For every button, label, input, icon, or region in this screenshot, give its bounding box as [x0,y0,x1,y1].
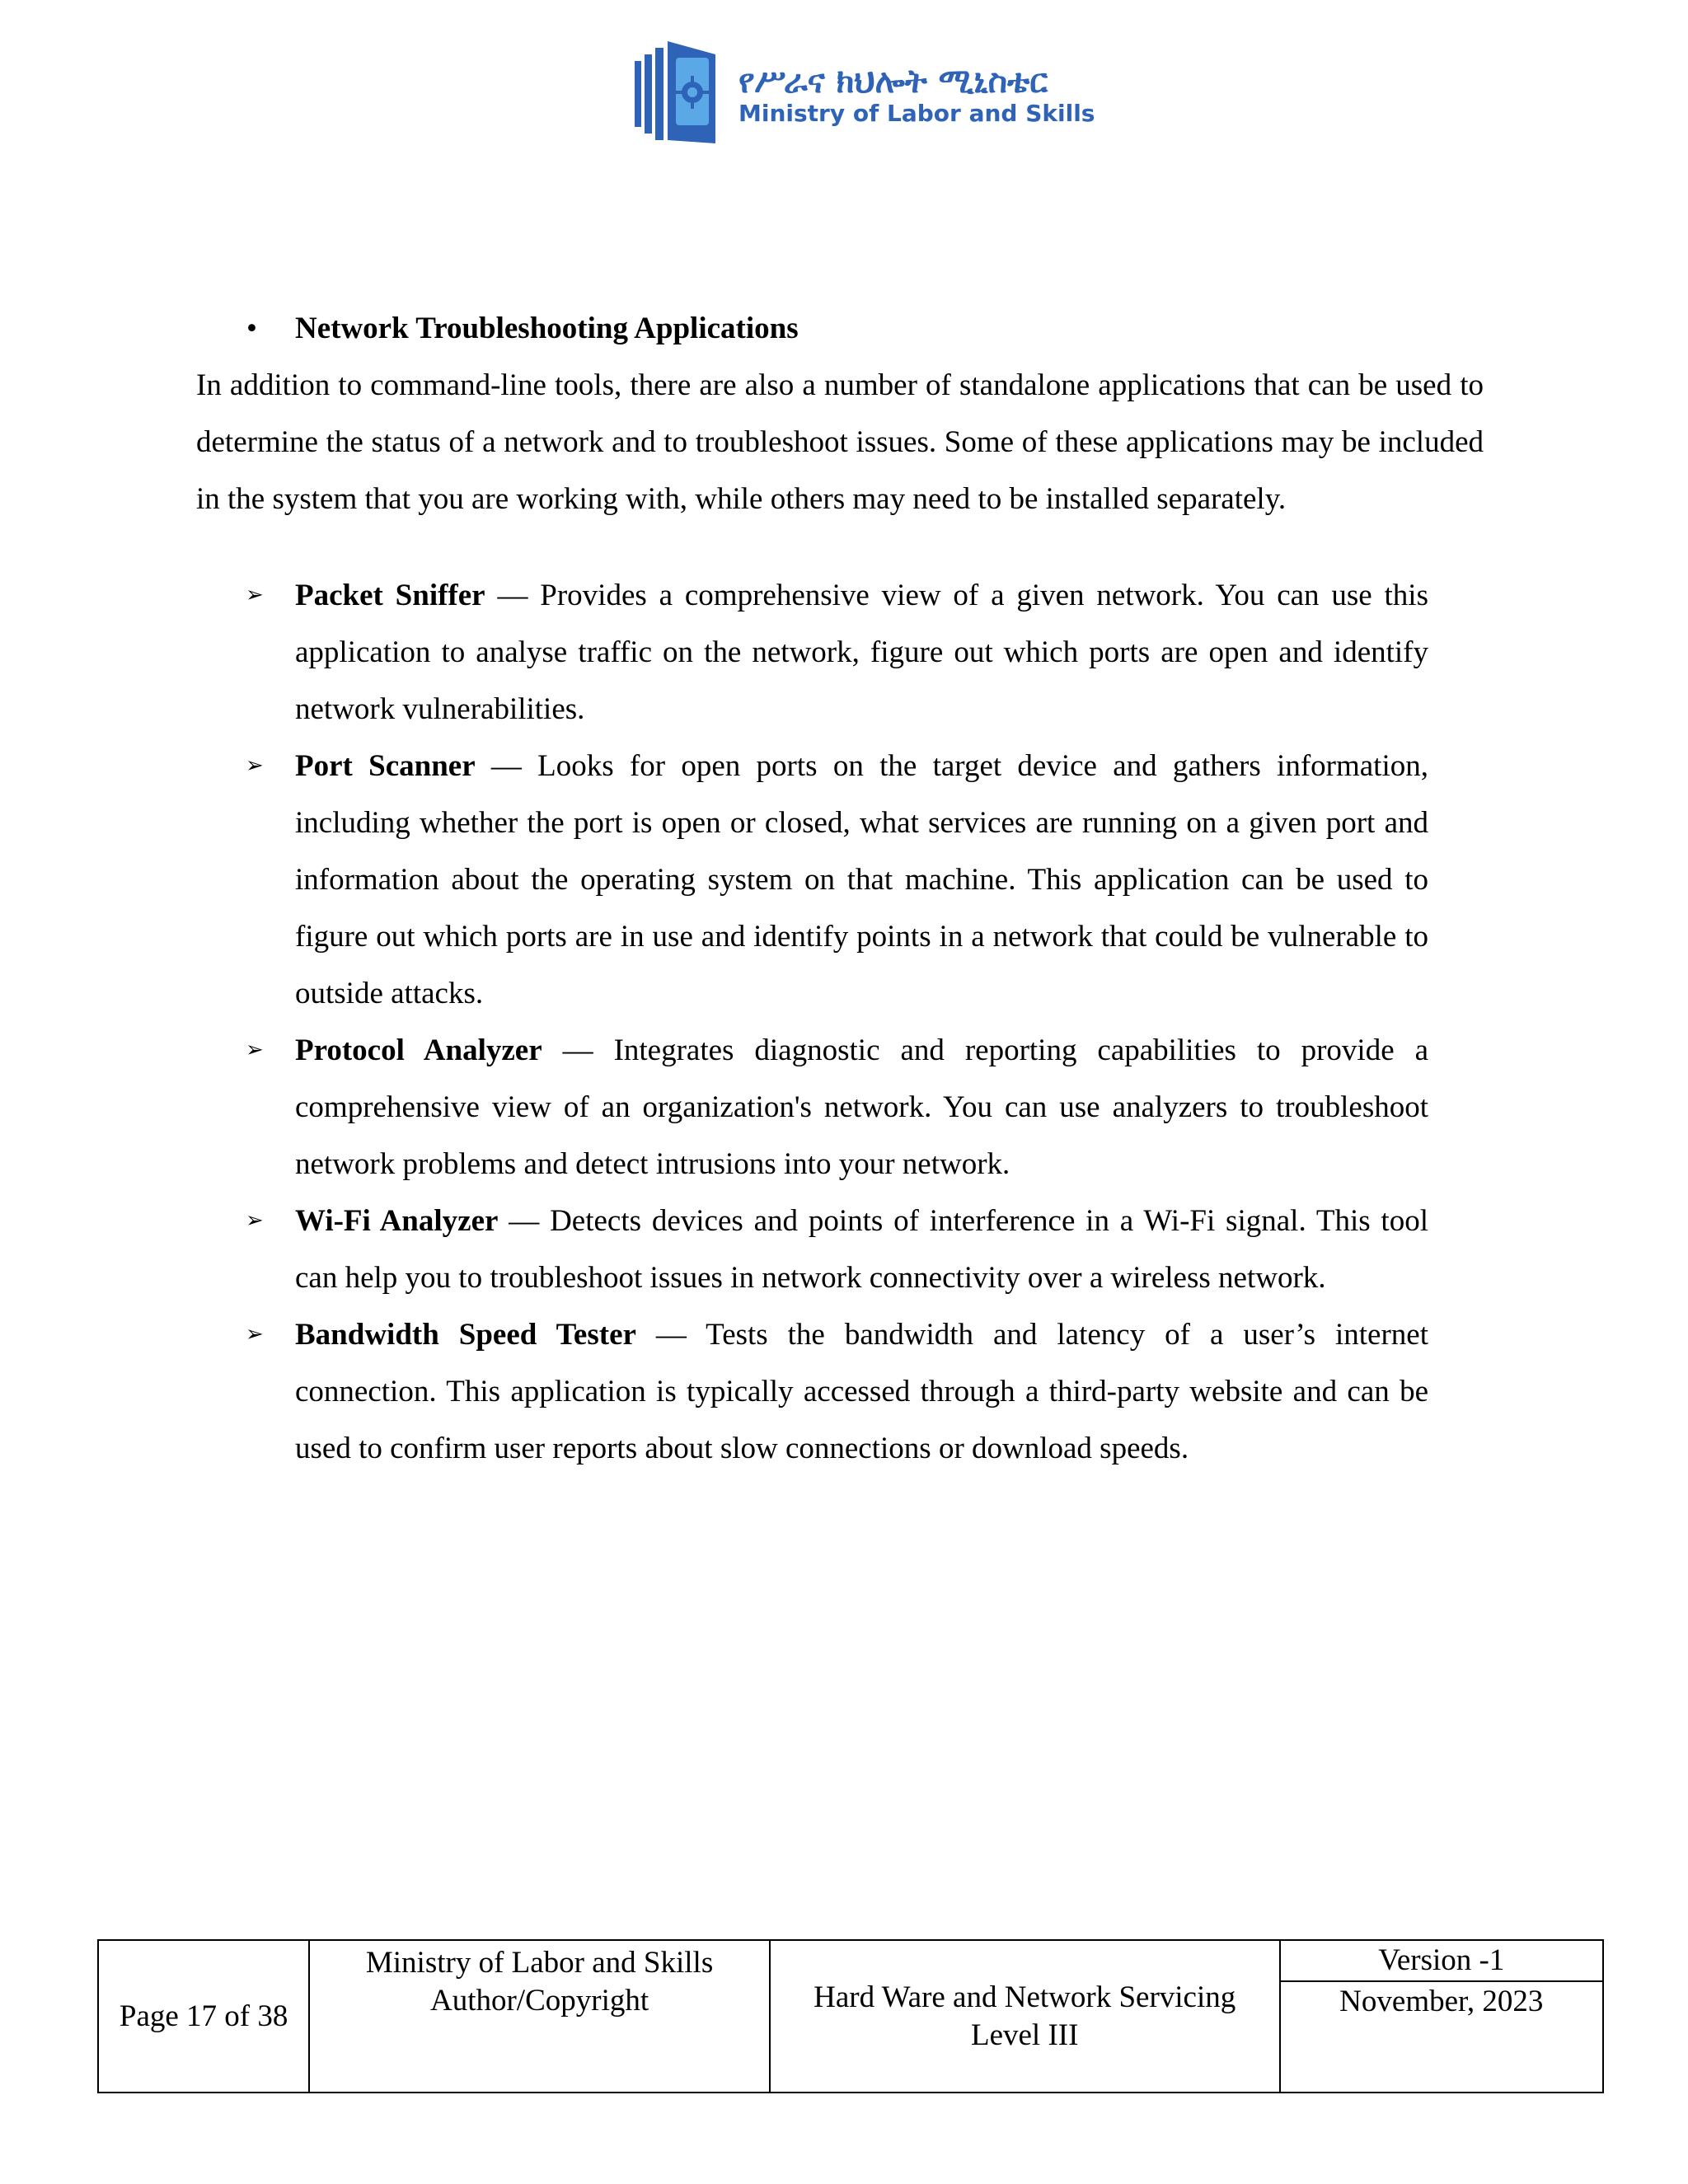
item-description: — Detects devices and points of interference in a Wi-Fi signal. This tool can help you to troubleshoot issues in network connectivity over a wireless network. [295,1204,1428,1295]
item-term: Packet Sniffer [295,579,485,612]
item-description: — Provides a comprehensive view of a given network. You can use this application to analyse traffic on the network, figure out which ports are open and identify network vulnerabilities. [295,579,1428,726]
section-heading [196,300,1484,357]
arrow-bullet-icon: ➢ [246,1322,264,1347]
list-item [196,1306,1428,1477]
course-cell [770,1940,1280,2093]
logo-english-text: Ministry of Labor and Skills [738,100,1095,127]
bullet-icon: • [246,312,257,345]
list-item [196,567,1428,738]
page-number [98,1940,309,2093]
course-title: Hard Ware and Network Servicing [814,1980,1236,2014]
logo-amharic-text: የሥራና ክህሎት ሚኒስቴር [738,63,1048,101]
author-cell [309,1940,770,2093]
version-date: November, 2023 [1339,1985,1544,2018]
item-term: Wi-Fi Analyzer [295,1204,499,1238]
version-label: Version -1 [1281,1941,1602,1982]
version-cell [1280,1940,1603,2093]
item-term: Port Scanner [295,749,476,783]
arrow-bullet-icon: ➢ [246,1038,264,1062]
item-term: Protocol Analyzer [295,1033,542,1067]
item-description: — Looks for open ports on the target device and gathers information, including whether the port is open or closed, what services are running on a given port and information about the operating system on that machine. This application can be used to figure out which ports are in use and identify points in a network that could be vulnerable to outside attacks. [295,749,1428,1010]
page-number-text: Page 17 of 38 [119,1999,288,2033]
arrow-bullet-icon: ➢ [246,753,264,778]
document-body [196,300,1484,1477]
ministry-emblem-icon [633,38,732,149]
copyright-label: Author/Copyright [429,1984,649,2018]
arrow-bullet-icon: ➢ [246,583,264,607]
ministry-logo [633,38,1095,149]
section-heading-text: Network Troubleshooting Applications [295,312,799,345]
item-term: Bandwidth Speed Tester [295,1318,636,1352]
item-description: — Tests the bandwidth and latency of a user’s internet connection. This application is typically accessed through a third-party website and can be used to confirm user reports about slow connections or download speeds. [295,1318,1428,1465]
intro-paragraph: In addition to command-line tools, there are also a number of standalone applications that can be used to determine the status of a network and to troubleshoot issues. Some of these applications may be included in the system that you are working with, while others may need to be installed separately. [196,368,1484,516]
application-list [196,567,1484,1477]
list-item [196,738,1428,1022]
page-footer [97,1939,1604,2093]
list-item [196,1022,1428,1193]
course-level: Level III [970,2018,1079,2052]
arrow-bullet-icon: ➢ [246,1208,264,1233]
list-item [196,1193,1428,1306]
item-description: — Integrates diagnostic and reporting capabilities to provide a comprehensive view of an organization's network. You can use analyzers to troubleshoot network problems and detect intrusions into your network. [295,1033,1429,1181]
org-name: Ministry of Labor and Skills [365,1946,714,1980]
